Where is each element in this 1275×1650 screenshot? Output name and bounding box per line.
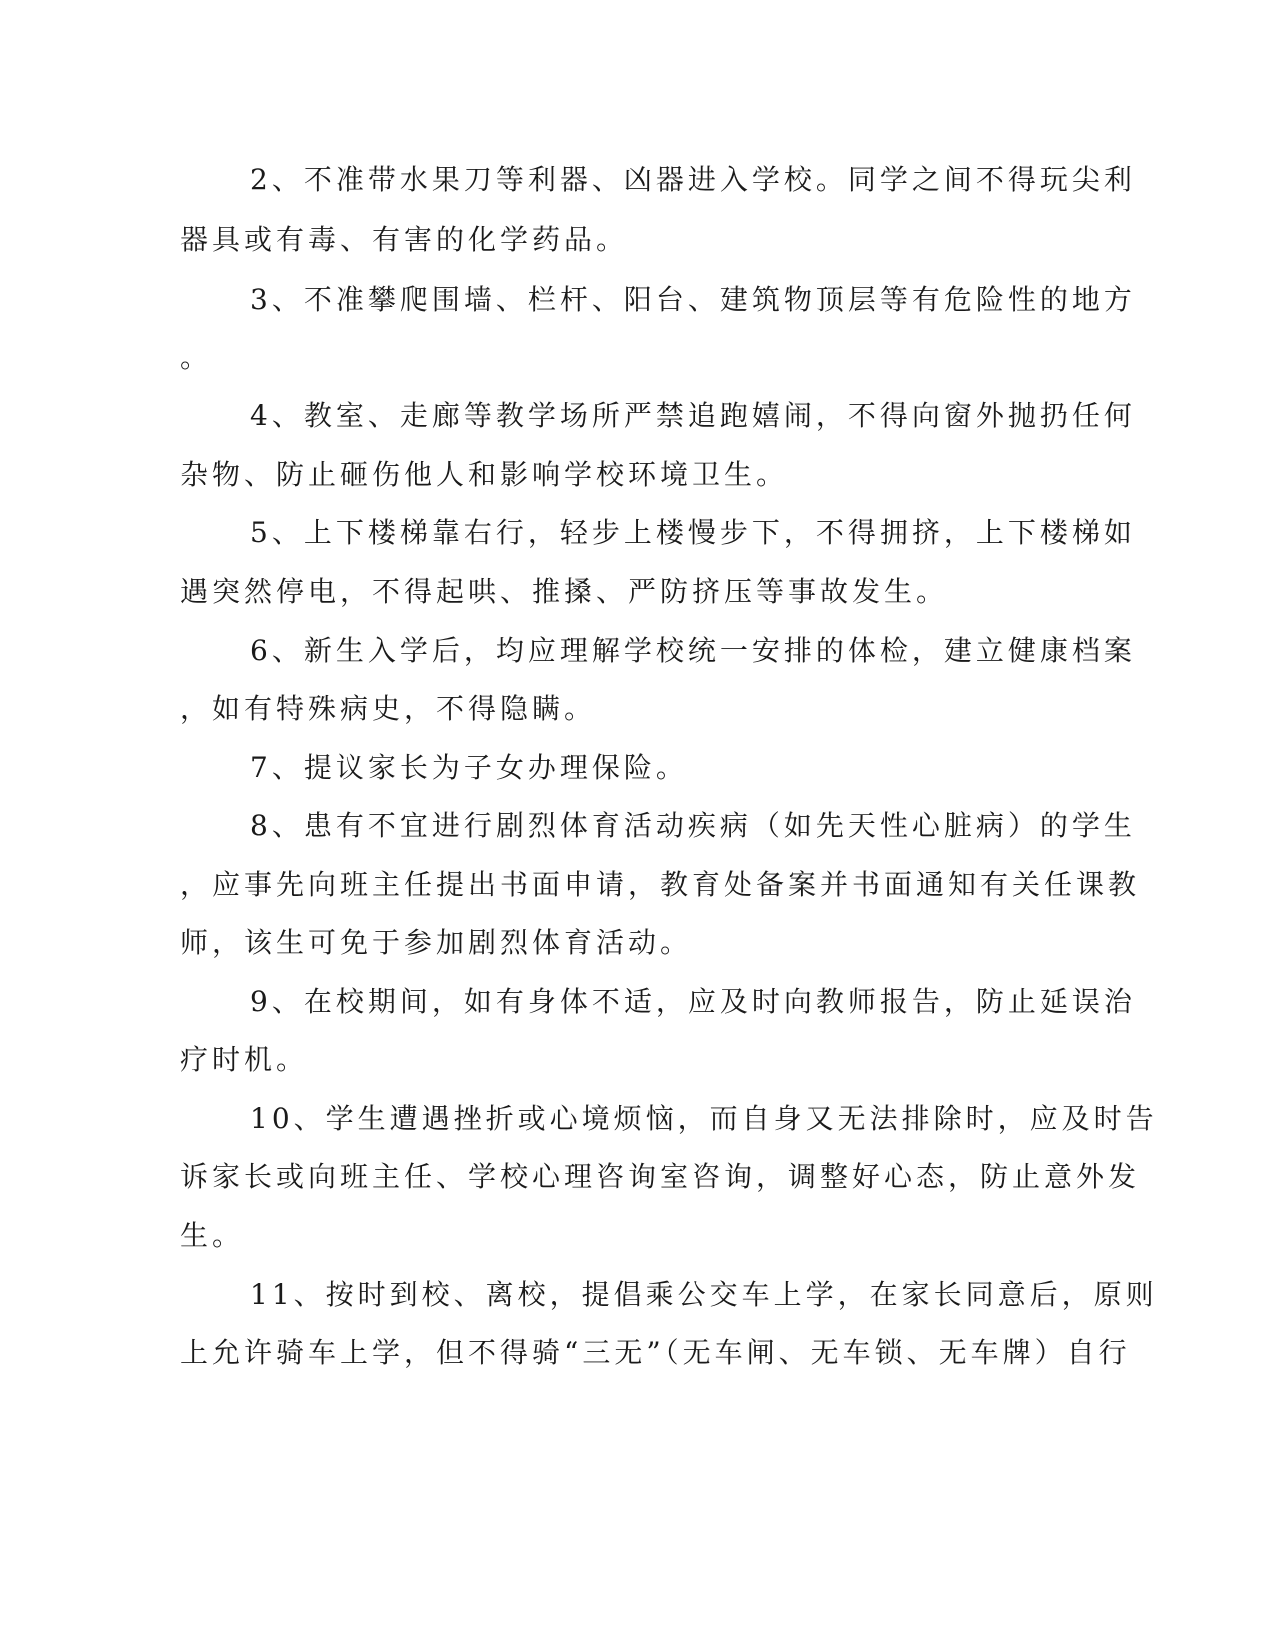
text-line: 。 (180, 341, 213, 374)
text-line: 5、上下楼梯靠右行，轻步上楼慢步下，不得拥挤，上下楼梯如 (250, 516, 1136, 549)
text-line: 4、教室、走廊等教学场所严禁追跑嬉闹，不得向窗外抛扔任何 (250, 399, 1136, 432)
text-line: 7、提议家长为子女办理保险。 (250, 751, 688, 784)
text-line: 2、不准带水果刀等利器、凶器进入学校。同学之间不得玩尖利 (250, 163, 1136, 196)
text-line: 诉家长或向班主任、学校心理咨询室咨询，调整好心态，防止意外发 (180, 1160, 1141, 1193)
text-line: 师，该生可免于参加剧烈体育活动。 (180, 926, 693, 959)
text-line: 9、在校期间，如有身体不适，应及时向教师报告，防止延误治 (250, 985, 1136, 1018)
text-line: 6、新生入学后，均应理解学校统一安排的体检，建立健康档案 (250, 634, 1136, 667)
text-line: 生。 (180, 1219, 245, 1252)
text-line: ，应事先向班主任提出书面申请，教育处备案并书面通知有关任课教 (180, 868, 1141, 901)
text-line: 上允许骑车上学，但不得骑“三无”（无车闸、无车锁、无车牌）自行 (180, 1336, 1131, 1369)
text-line: 器具或有毒、有害的化学药品。 (180, 223, 629, 256)
text-line: 疗时机。 (180, 1043, 309, 1076)
text-line: 10、学生遭遇挫折或心境烦恼，而自身又无法排除时，应及时告 (250, 1102, 1158, 1135)
text-line: 3、不准攀爬围墙、栏杆、阳台、建筑物顶层等有危险性的地方 (250, 283, 1136, 316)
text-line: 11、按时到校、离校，提倡乘公交车上学，在家长同意后，原则 (250, 1278, 1158, 1311)
text-line: 杂物、防止砸伤他人和影响学校环境卫生。 (180, 458, 789, 491)
text-line: ，如有特殊病史，不得隐瞒。 (180, 692, 597, 725)
text-line: 遇突然停电，不得起哄、推搡、严防挤压等事故发生。 (180, 575, 949, 608)
text-line: 8、患有不宜进行剧烈体育活动疾病（如先天性心脏病）的学生 (250, 809, 1136, 842)
